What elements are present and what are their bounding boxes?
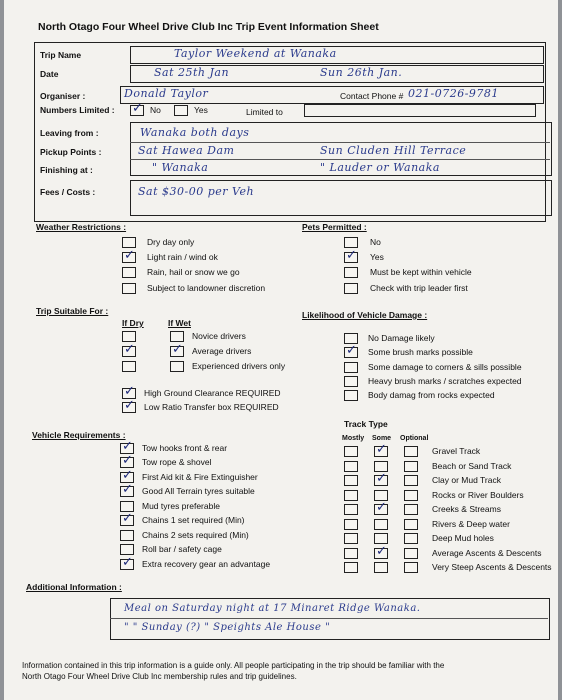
weather-heading: Weather Restrictions : (36, 222, 127, 232)
weather-option-label: Light rain / wind ok (147, 252, 218, 262)
track-mostly-checkbox[interactable] (344, 490, 358, 501)
damage-option-label: Some damage to corners & sills possible (368, 362, 522, 372)
damage-heading: Likelihood of Vehicle Damage : (302, 310, 428, 320)
organiser-label: Organiser : (40, 91, 86, 101)
pets-option-label: Yes (370, 252, 384, 262)
track-some-checkbox[interactable] (374, 519, 388, 530)
col-optional-label: Optional (400, 435, 429, 442)
additional-line-1: Meal on Saturday night at 17 Minaret Ridge Wanaka. (124, 603, 421, 614)
date-value-2: Sun 26th Jan. (320, 66, 403, 79)
track-mostly-checkbox[interactable] (344, 562, 358, 573)
track-some-checkbox[interactable] (374, 548, 388, 559)
pets-checkbox[interactable] (344, 267, 358, 278)
no-label: No (150, 105, 161, 115)
damage-option-label: No Damage likely (368, 333, 435, 343)
additional-line-2: " " Sunday (?) " Speights Ale House " (124, 622, 331, 633)
vehicle-checkbox[interactable] (120, 544, 134, 555)
suitable-row-label: Novice drivers (192, 331, 246, 341)
contact-phone-label: Contact Phone # (340, 91, 404, 101)
limited-to-label: Limited to (246, 107, 283, 117)
fees-value: Sat $30-00 per Veh (138, 185, 255, 198)
fees-label: Fees / Costs : (40, 187, 96, 197)
suitable-heading: Trip Suitable For : (36, 306, 109, 316)
suitable-wet-checkbox[interactable] (170, 346, 184, 357)
weather-checkbox[interactable] (122, 283, 136, 294)
track-mostly-checkbox[interactable] (344, 533, 358, 544)
organiser-value: Donald Taylor (124, 87, 209, 100)
track-mostly-checkbox[interactable] (344, 504, 358, 515)
track-mostly-checkbox[interactable] (344, 548, 358, 559)
damage-checkbox[interactable] (344, 390, 358, 401)
pets-checkbox[interactable] (344, 237, 358, 248)
pickup-points-label: Pickup Points : (40, 147, 102, 157)
vehicle-checkbox[interactable] (120, 559, 134, 570)
damage-option-label: Some brush marks possible (368, 347, 473, 357)
suitable-wet-checkbox[interactable] (170, 331, 184, 342)
track-mostly-checkbox[interactable] (344, 519, 358, 530)
track-optional-checkbox[interactable] (404, 461, 418, 472)
numbers-limited-no-checkbox[interactable] (130, 105, 144, 116)
col-some-label: Some (372, 435, 392, 442)
vehicle-item-label: Mud tyres preferable (142, 501, 220, 511)
pets-option-label: Must be kept within vehicle (370, 267, 472, 277)
suitable-dry-checkbox[interactable] (122, 346, 136, 357)
pickup-sat-value: Sat Hawea Dam (138, 144, 235, 157)
track-row-label: Deep Mud holes (432, 533, 494, 543)
if-wet-label: If Wet (168, 318, 191, 328)
track-optional-checkbox[interactable] (404, 562, 418, 573)
track-row-label: Beach or Sand Track (432, 461, 512, 471)
vehicle-item-label: Tow rope & shovel (142, 457, 212, 467)
track-mostly-checkbox[interactable] (344, 461, 358, 472)
track-row-label: Average Ascents & Descents (432, 548, 542, 558)
vehicle-item-label: Roll bar / safety cage (142, 544, 222, 554)
additional-heading: Additional Information : (26, 582, 122, 592)
vehicle-checkbox[interactable] (120, 530, 134, 541)
suitable-dry-checkbox[interactable] (122, 331, 136, 342)
divider (130, 159, 550, 160)
vehicle-item-label: Good All Terrain tyres suitable (142, 486, 255, 496)
clearance-label: High Ground Clearance REQUIRED (144, 388, 281, 398)
contact-phone-value: 021-0726-9781 (408, 87, 499, 100)
suitable-row-label: Experienced drivers only (192, 361, 286, 371)
weather-option-label: Dry day only (147, 237, 195, 247)
weather-checkbox[interactable] (122, 237, 136, 248)
vehicle-item-label: Chains 1 set required (Min) (142, 515, 245, 525)
finishing-at-label: Finishing at : (40, 165, 93, 175)
track-row-label: Rivers & Deep water (432, 519, 510, 529)
damage-checkbox[interactable] (344, 376, 358, 387)
damage-checkbox[interactable] (344, 347, 358, 358)
track-mostly-checkbox[interactable] (344, 475, 358, 486)
track-optional-checkbox[interactable] (404, 533, 418, 544)
divider (130, 142, 550, 143)
suitable-dry-checkbox[interactable] (122, 361, 136, 372)
pets-checkbox[interactable] (344, 252, 358, 263)
pickup-sun-value: Sun Cluden Hill Terrace (320, 144, 467, 157)
vehicle-checkbox[interactable] (120, 515, 134, 526)
track-row-label: Very Steep Ascents & Descents (432, 562, 552, 572)
yes-label: Yes (194, 105, 208, 115)
info-sheet (4, 0, 558, 700)
track-some-checkbox[interactable] (374, 475, 388, 486)
leaving-from-value: Wanaka both days (140, 126, 250, 139)
vehicle-item-label: Extra recovery gear an advantage (142, 559, 271, 569)
weather-option-label: Rain, hail or snow we go (147, 267, 240, 277)
leaving-from-label: Leaving from : (40, 128, 99, 138)
numbers-limited-yes-checkbox[interactable] (174, 105, 188, 116)
pets-checkbox[interactable] (344, 283, 358, 294)
numbers-limited-label: Numbers Limited : (40, 105, 115, 115)
vehicle-item-label: First Aid kit & Fire Extinguisher (142, 472, 258, 482)
date-label: Date (40, 69, 59, 79)
vehicle-item-label: Chains 2 sets required (Min) (142, 530, 249, 540)
footer-line-1: Information contained in this trip information is a guide only. All people participating in the trip should be familiar with the (22, 661, 445, 670)
weather-checkbox[interactable] (122, 252, 136, 263)
track-some-checkbox[interactable] (374, 562, 388, 573)
suitable-wet-checkbox[interactable] (170, 361, 184, 372)
vehicle-item-label: Tow hooks front & rear (142, 443, 228, 453)
track-row-label: Creeks & Streams (432, 504, 501, 514)
vehicle-checkbox[interactable] (120, 457, 134, 468)
track-optional-checkbox[interactable] (404, 475, 418, 486)
track-optional-checkbox[interactable] (404, 446, 418, 457)
finishing-value-2: " Lauder or Wanaka (320, 161, 440, 174)
track-some-checkbox[interactable] (374, 446, 388, 457)
suitable-row-label: Average drivers (192, 346, 252, 356)
track-row-label: Rocks or River Boulders (432, 490, 524, 500)
trip-name-value: Taylor Weekend at Wanaka (174, 47, 337, 60)
track-optional-checkbox[interactable] (404, 490, 418, 501)
track-some-checkbox[interactable] (374, 504, 388, 515)
vehicle-checkbox[interactable] (120, 486, 134, 497)
track-some-checkbox[interactable] (374, 533, 388, 544)
limited-to-field[interactable] (304, 104, 536, 117)
pets-heading: Pets Permitted : (302, 222, 367, 232)
transfer-box-checkbox[interactable] (122, 402, 136, 413)
date-value-1: Sat 25th Jan (154, 66, 230, 79)
col-mostly-label: Mostly (342, 435, 365, 442)
weather-option-label: Subject to landowner discretion (147, 283, 266, 293)
trip-name-label: Trip Name (40, 50, 82, 60)
damage-option-label: Body damag from rocks expected (368, 390, 495, 400)
track-mostly-checkbox[interactable] (344, 446, 358, 457)
finishing-value-1: " Wanaka (152, 161, 209, 174)
transfer-box-label: Low Ratio Transfer box REQUIRED (144, 402, 279, 412)
track-optional-checkbox[interactable] (404, 548, 418, 559)
divider (110, 618, 548, 619)
damage-option-label: Heavy brush marks / scratches expected (368, 376, 522, 386)
track-row-label: Clay or Mud Track (432, 475, 501, 485)
if-dry-label: If Dry (122, 318, 144, 328)
track-row-label: Gravel Track (432, 446, 481, 456)
pets-option-label: Check with trip leader first (370, 283, 468, 293)
track-heading: Track Type (344, 419, 388, 429)
track-optional-checkbox[interactable] (404, 519, 418, 530)
track-optional-checkbox[interactable] (404, 504, 418, 515)
weather-checkbox[interactable] (122, 267, 136, 278)
damage-checkbox[interactable] (344, 362, 358, 373)
form-title: North Otago Four Wheel Drive Club Inc Trip Event Information Sheet (38, 21, 379, 33)
pets-option-label: No (370, 237, 381, 247)
footer-line-2: North Otago Four Wheel Drive Club Inc membership rules and trip guidelines. (22, 672, 297, 681)
vehicle-heading: Vehicle Requirements : (32, 430, 126, 440)
